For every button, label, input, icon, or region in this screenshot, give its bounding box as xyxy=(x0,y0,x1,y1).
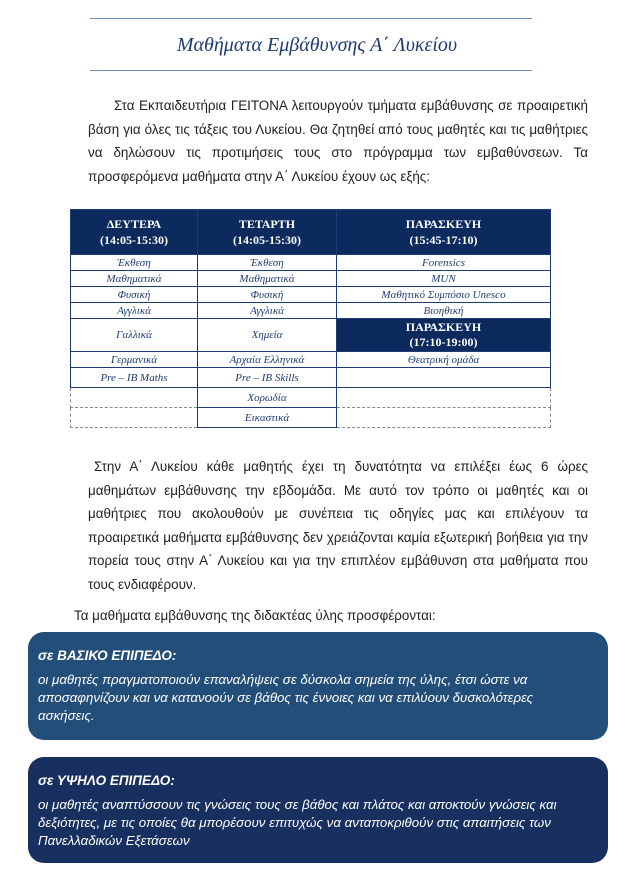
cell-wednesday: Φυσική xyxy=(198,287,337,303)
cell-monday: Γαλλικά xyxy=(71,319,198,352)
cell-wednesday: Εικαστικά xyxy=(198,408,337,428)
cell-monday: Μαθηματικά xyxy=(71,271,198,287)
empty-cell xyxy=(337,368,551,388)
empty-cell xyxy=(71,388,198,408)
header-monday: ΔΕΥΤΕΡΑ (14:05-15:30) xyxy=(71,210,198,255)
header-friday: ΠΑΡΑΣΚΕΥΗ (15:45-17:10) xyxy=(337,210,551,255)
cell-wednesday: Μαθηματικά xyxy=(198,271,337,287)
cell-monday: Pre – IB Maths xyxy=(71,368,198,388)
cell-wednesday: Χορωδία xyxy=(198,388,337,408)
intro-paragraph xyxy=(88,94,588,188)
page-title: Μαθήματα Εμβάθυνσης Α΄ Λυκείου xyxy=(176,34,458,56)
empty-cell xyxy=(337,388,551,408)
basic-level-text: οι μαθητές πραγματοποιούν επαναλήψεις σε δύσκολα σημεία της ύλης, έτσι ώστε να αποσαφηνίζουν και να κατανοούν σε βάθος τις έννοιες και να επιλύουν δυσκολότερες ασκήσεις. xyxy=(38,672,534,723)
empty-cell xyxy=(71,408,198,428)
cell-monday: Έκθεση xyxy=(71,255,198,271)
cell-friday: Μαθητικό Συμπόσιο Unesco xyxy=(337,287,551,303)
cell-wednesday: Έκθεση xyxy=(198,255,337,271)
cell-monday: Αγγλικά xyxy=(71,303,198,319)
cell-wednesday: Χημεία xyxy=(198,319,337,352)
cell-wednesday: Αρχαία Ελληνικά xyxy=(198,352,337,368)
header-wednesday: ΤΕΤΑΡΤΗ (14:05-15:30) xyxy=(198,210,337,255)
cell-wednesday: Αγγλικά xyxy=(198,303,337,319)
cell-friday-evening: Θεατρική ομάδα xyxy=(337,352,551,368)
cell-friday: Βιοηθική xyxy=(337,303,551,319)
cell-friday: Forensics xyxy=(337,255,551,271)
cell-monday: Φυσική xyxy=(71,287,198,303)
advanced-level-text: οι μαθητές αναπτύσσουν τις γνώσεις τους σε βάθος και πλάτος και αποκτούν γνώσεις και δεξιότητες, με τις οποίες θα μπορέσουν επιτυχώς να ανταποκριθούν στις απαιτήσεις των Πανελλαδικών Εξετάσεων xyxy=(38,797,557,848)
cell-monday: Γερμανικά xyxy=(71,352,198,368)
advanced-level-box xyxy=(28,757,608,863)
schedule-table xyxy=(70,209,551,428)
cell-friday: MUN xyxy=(337,271,551,287)
empty-cell xyxy=(337,408,551,428)
second-paragraph: Στην Α΄ Λυκείου κάθε μαθητής έχει τη δυνατότητα να επιλέξει έως 6 ώρες μαθημάτων εμβάθυνσης την εβδομάδα. Με αυτό τον τρόπο οι μαθητές και οι μαθήτριες που ακολουθούν με συνέπεια τις οδηγίες μας και επιλέγουν τα προαιρετικά μαθήματα εμβάθυνσης δεν χρειάζονται καμία εξωτερική βοήθεια για την πορεία τους στην Α΄ Λυκείου και για την επιπλέον εμβάθυνση στα μαθήματα που τους ενδιαφέρουν. xyxy=(88,459,588,592)
advanced-level-heading: σε ΥΨΗΛΟ ΕΠΙΠΕΔΟ: xyxy=(38,773,175,788)
top-rule xyxy=(90,18,532,19)
cell-wednesday: Pre – IB Skills xyxy=(198,368,337,388)
basic-level-heading: σε ΒΑΣΙΚΟ ΕΠΙΠΕΔΟ: xyxy=(38,648,177,663)
third-paragraph: Τα μαθήματα εμβάθυνσης της διδακτέας ύλης προσφέρονται: xyxy=(74,608,436,623)
intro-text: Στα Εκπαιδευτήρια ΓΕΙΤΟΝΑ λειτουργούν τμήματα εμβάθυνσης σε προαιρετική βάση για όλες τις τάξεις του Λυκείου. Θα ζητηθεί από τους μαθητές και τις μαθήτριες να δηλώσουν τις προτιμήσεις τους στο πρόγραμμα των εμβαθύνσεων. Τα προσφερόμενα μαθήματα στην Α΄ Λυκείου έχουν ως εξής: xyxy=(88,98,588,184)
basic-level-box xyxy=(28,632,608,740)
header-friday-evening: ΠΑΡΑΣΚΕΥΗ (17:10-19:00) xyxy=(337,319,551,352)
title-underline xyxy=(90,70,532,71)
